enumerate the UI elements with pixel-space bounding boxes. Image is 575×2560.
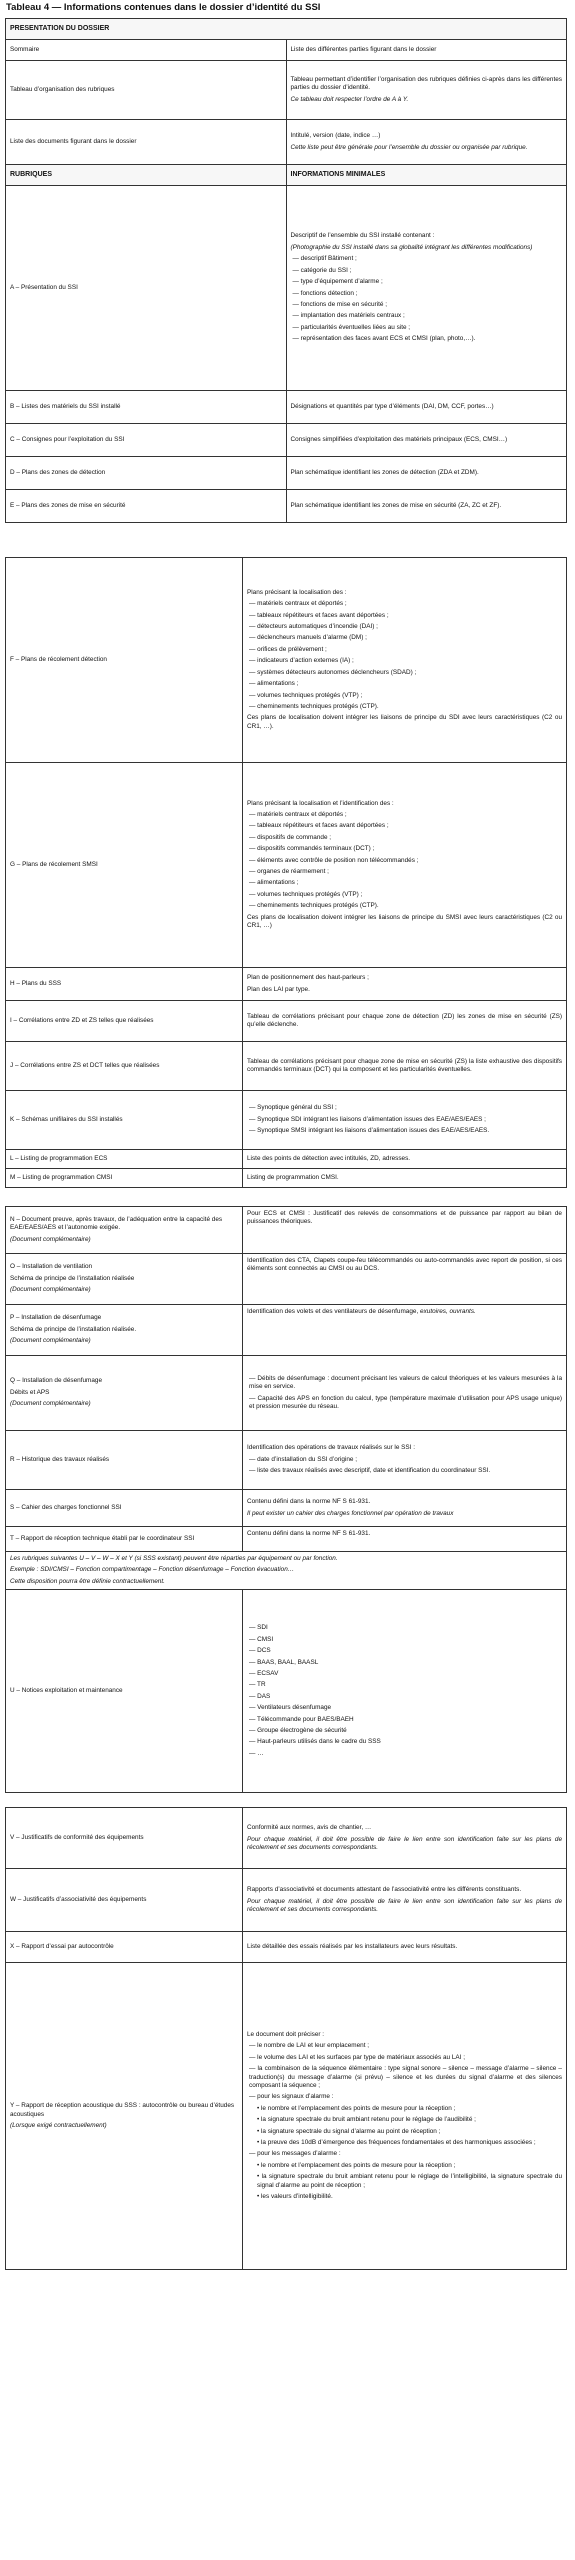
cell-text: Rapports d’associativité et documents attestant de l’associativité entre les différents constituants. (247, 1886, 522, 1894)
list-item: — SDI (249, 1624, 268, 1632)
row-label: G – Plans de récolement SMSI (6, 763, 243, 968)
cell-text: Schéma de principe de l’installation réalisée (10, 1274, 135, 1282)
cell-text: (Document complémentaire) (10, 1235, 91, 1243)
table-row (6, 1356, 567, 1431)
note-cell (6, 1552, 567, 1590)
cell-text: Contenu défini dans la norme NF S 61-931. (247, 1498, 371, 1506)
list-item: — Synoptique SDI intégrant les liaisons d’alimentation issues des EAE/AES/EAES ; (249, 1115, 486, 1123)
list-item: — BAAS, BAAL, BAASL (249, 1658, 319, 1666)
cell-text: Conformité aux normes, avis de chantier, … (247, 1824, 372, 1832)
list-item: — systèmes détecteurs autonomes déclencheurs (SDAD) ; (249, 668, 417, 676)
row-label: J – Corrélations entre ZS et DCT telles que réalisées (6, 1042, 243, 1091)
table-row (6, 1042, 567, 1091)
table-justificatifs (5, 1807, 567, 2270)
infos-header: INFORMATIONS MINIMALES (286, 165, 567, 186)
table-row (6, 1431, 567, 1490)
table-title: Tableau 4 — Informations contenues dans le dossier d’identité du SSI (6, 2, 321, 13)
row-label: Liste des documents figurant dans le dossier (6, 120, 287, 165)
note-text: Exemple : SDI/CMSI – Fonction compartimentage – Fonction désenfumage – Fonction évacuation… (10, 1566, 295, 1574)
list-item: Le document doit préciser : (247, 2030, 325, 2038)
list-item: — Ventilateurs désenfumage (249, 1704, 332, 1712)
cell-text: Ces plans de localisation doivent intégrer les liaisons de principe du SMSI avec leurs caractéristiques (C2 ou CR1, …) (247, 913, 562, 930)
table-row (6, 968, 567, 1001)
cell-text: Ce tableau doit respecter l’ordre de A à Y. (290, 95, 409, 103)
list-item: • la preuve des 10dB d’émergence des fréquences fondamentales et des harmoniques associées ; (257, 2139, 536, 2147)
cell-text: (Document complémentaire) (10, 1286, 91, 1294)
list-item: — représentation des faces avant ECS et CMSI (plan, photo,…). (292, 335, 476, 343)
row-value: Tableau de corrélations précisant pour chaque zone de mise en sécurité (ZS) la liste exhaustive des dispositifs commandés terminaux (DCT) qui la composent et les particularités éventuelles. (243, 1042, 567, 1091)
list-item: — dispositifs commandés terminaux (DCT) ; (249, 845, 375, 853)
list-item: • la signature spectrale du bruit ambiant retenu pour le réglage de l’intelligibilité, la signature spectrale du signal d’alarme au point de réception ; (257, 2173, 562, 2189)
cell-text: Plans précisant la localisation et l’identification des : (247, 799, 394, 807)
row-value (243, 1356, 567, 1431)
cell-text: Plans précisant la localisation des : (247, 588, 347, 596)
table-row (6, 165, 567, 186)
table-row (6, 1207, 567, 1254)
row-label: M – Listing de programmation CMSI (6, 1169, 243, 1188)
list-item: — TR (249, 1681, 266, 1689)
row-value (243, 1963, 567, 2270)
table-row (6, 490, 567, 523)
list-item: — … (249, 1749, 264, 1757)
row-value (286, 61, 567, 120)
row-label (6, 1254, 243, 1305)
table-row (6, 763, 567, 968)
row-value: Plan schématique identifiant les zones de mise en sécurité (ZA, ZC et ZF). (286, 490, 567, 523)
list-item: — Débits de désenfumage : document précisant les valeurs de calcul théoriques et les valeurs mesurées à la mise en service. (249, 1374, 562, 1391)
row-value: Liste des différentes parties figurant dans le dossier (286, 40, 567, 61)
list-item: — alimentations ; (249, 680, 299, 688)
row-label: W – Justificatifs d’associativité des équipements (6, 1869, 243, 1932)
list-item: — CMSI (249, 1635, 274, 1643)
row-value: Plan schématique identifiant les zones de détection (ZDA et ZDM). (286, 457, 567, 490)
cell-text: Q – Installation de désenfumage (10, 1377, 103, 1385)
row-value: Liste détaillée des essais réalisés par les installateurs avec leurs résultats. (243, 1932, 567, 1963)
row-value: Identification des CTA, Clapets coupe-feu télécommandés ou auto-commandés avec report de position, si ces éléments sont connectés au CMSI ou au DCS. (243, 1254, 567, 1305)
list-item: — Groupe électrogène de sécurité (249, 1726, 347, 1734)
cell-text: (Lorsque exigé contractuellement) (10, 2121, 107, 2129)
row-label: C – Consignes pour l’exploitation du SSI (6, 424, 287, 457)
table-plans (5, 557, 567, 1188)
table-row (6, 1963, 567, 2270)
table-row (6, 1552, 567, 1590)
row-label: S – Cahier des charges fonctionnel SSI (6, 1490, 243, 1527)
list-item: • les valeurs d’intelligibilité. (257, 2193, 333, 2201)
list-item: — volumes techniques protégés (VTP) ; (249, 890, 363, 898)
row-label: X – Rapport d’essai par autocontrôle (6, 1932, 243, 1963)
row-label: B – Listes des matériels du SSI installé (6, 391, 287, 424)
row-label: T – Rapport de réception technique établi par le coordinateur SSI (6, 1527, 243, 1552)
list-item: — organes de réarmement ; (249, 868, 329, 875)
list-item: — fonctions détection ; (292, 289, 358, 297)
list-item: — liste des travaux réalisés avec descriptif, date et identification du coordinateur SSI. (249, 1467, 491, 1475)
cell-text: Cette liste peut être générale pour l’ensemble du dossier ou organisée par rubrique. (290, 143, 528, 151)
cell-text: Pour chaque matériel, il doit être possible de faire le lien entre son identification faite sur les plans de récolement et ses documents correspondants. (247, 1897, 562, 1913)
list-item: • la signature spectrale du signal d’alarme au point de réception ; (257, 2127, 441, 2135)
note-text: Cette disposition pourra être définie contractuellement. (10, 1577, 165, 1585)
cell-text: Il peut exister un cahier des charges fonctionnel par opération de travaux (247, 1509, 454, 1517)
row-value: Listing de programmation CMSI. (243, 1169, 567, 1188)
list-item: — DCS (249, 1647, 271, 1655)
list-item: — descriptif Bâtiment ; (292, 255, 357, 263)
cell-text: O – Installation de ventilation (10, 1263, 93, 1271)
list-item: • la signature spectrale du bruit ambiant retenu pour le réglage de l’audibilité ; (257, 2116, 476, 2124)
list-item: — Synoptique SMSI intégrant les liaisons d’alimentation issues des EAE/AES/EAES. (249, 1127, 490, 1135)
table-row (6, 1305, 567, 1356)
list-item: — cheminements techniques protégés (CTP). (249, 902, 379, 910)
list-item: — fonctions de mise en sécurité ; (292, 300, 387, 308)
row-value (243, 1808, 567, 1869)
cell-text: Débits et APS (10, 1388, 50, 1396)
row-label: Sommaire (6, 40, 287, 61)
list-item: — Télécommande pour BAES/BAEH (249, 1715, 354, 1723)
list-item: — particularités éventuelles liées au site ; (292, 323, 411, 331)
row-value (243, 1869, 567, 1932)
cell-text: (Document complémentaire) (10, 1337, 91, 1345)
list-item: — éléments avec contrôle de position non télécommandés ; (249, 856, 419, 864)
row-value (286, 186, 567, 391)
cell-text: Identification des volets et des ventilateurs de désenfumage, (247, 1308, 419, 1315)
cell-text: Tableau permettant d’identifier l’organisation des rubriques définies ci-après dans les différentes parties du dossier d’identité. (290, 75, 562, 92)
note-text: Les rubriques suivantes U – V – W – X et Y (si SSS existant) peuvent être réparties par équipement ou par fonction. (10, 1555, 338, 1562)
table-row (6, 1932, 567, 1963)
table-row (6, 1150, 567, 1169)
table-row (6, 1869, 567, 1932)
table-row (6, 1590, 567, 1793)
list-item: — Capacité des APS en fonction du calcul, type (température maximale d’utilisation pour APS usage unique) et pression mesurée du réseau. (249, 1394, 562, 1410)
list-item: — matériels centraux et déportés ; (249, 810, 347, 818)
list-item: — volumes techniques protégés (VTP) ; (249, 691, 363, 699)
list-item: — orifices de prélèvement ; (249, 645, 327, 653)
table-row (6, 1169, 567, 1188)
row-value: Désignations et quantités par type d’éléments (DAI, DM, CCF, portes…) (286, 391, 567, 424)
row-label (6, 1963, 243, 2270)
row-label: K – Schémas unifilaires du SSI installés (6, 1091, 243, 1150)
table-row (6, 457, 567, 490)
table-row (6, 19, 567, 40)
list-item: — ECSAV (249, 1669, 279, 1677)
table-row (6, 1254, 567, 1305)
list-item: — pour les signaux d’alarme : (249, 2093, 334, 2101)
row-value: Pour ECS et CMSI : Justificatif des relevés de consommations et de puissance par rapport au bilan de puissances théoriques. (243, 1207, 567, 1254)
row-label: Tableau d’organisation des rubriques (6, 61, 287, 120)
cell-text: (Document complémentaire) (10, 1400, 91, 1408)
row-label: D – Plans des zones de détection (6, 457, 287, 490)
table-presentation (5, 18, 567, 523)
list-item: — le nombre de LAI et leur emplacement ; (249, 2042, 370, 2050)
list-item: — Synoptique général du SSI ; (249, 1104, 337, 1112)
row-value (243, 763, 567, 968)
cell-text: Plan des LAI par type. (247, 985, 310, 993)
cell-text: Pour chaque matériel, il doit être possible de faire le lien entre son identification faite sur les plans de récolement et ses documents correspondants. (247, 1835, 562, 1851)
list-item: — détecteurs automatiques d’incendie (DAI) ; (249, 623, 378, 631)
list-item: — type d’équipement d’alarme ; (292, 278, 383, 286)
row-label: F – Plans de récolement détection (6, 558, 243, 763)
table-row (6, 1490, 567, 1527)
cell-text: Schéma de principe de l’installation réalisée. (10, 1325, 137, 1333)
row-label (6, 1305, 243, 1356)
row-value (243, 1590, 567, 1793)
list-item: — matériels centraux et déportés ; (249, 600, 347, 608)
cell-text: Intitulé, version (date, indice …) (290, 132, 381, 140)
row-label (6, 1356, 243, 1431)
row-value: Contenu défini dans la norme NF S 61-931. (243, 1527, 567, 1552)
table-row (6, 558, 567, 763)
document-page (3, 0, 569, 2270)
row-value (243, 968, 567, 1001)
cell-text: Y – Rapport de réception acoustique du SSS : autocontrôle ou bureau d’études acoustiques (10, 2102, 235, 2118)
row-label: V – Justificatifs de conformité des équipements (6, 1808, 243, 1869)
list-item: — catégorie du SSI ; (292, 266, 352, 274)
table-row (6, 424, 567, 457)
cell-text: Ces plans de localisation doivent intégrer les liaisons de principe du SDI avec leurs caractéristiques (C2 ou CR1, …). (247, 714, 562, 730)
row-value (243, 1091, 567, 1150)
row-label: I – Corrélations entre ZD et ZS telles que réalisées (6, 1001, 243, 1042)
table-row (6, 1091, 567, 1150)
list-item: — date d’installation du SSI d’origine ; (249, 1455, 357, 1463)
list-item: — pour les messages d’alarme : (249, 2150, 341, 2158)
list-item: — cheminements techniques protégés (CTP). (249, 702, 379, 710)
table-row (6, 391, 567, 424)
row-value: Consignes simplifiées d’exploitation des matériels principaux (ECS, CMSI…) (286, 424, 567, 457)
row-label: A – Présentation du SSI (6, 186, 287, 391)
row-label: H – Plans du SSS (6, 968, 243, 1001)
list-item: — Haut-parleurs utilisés dans le cadre du SSS (249, 1738, 381, 1746)
list-item: • le nombre et l’emplacement des points de mesure pour la réception ; (257, 2161, 456, 2169)
row-value (243, 1431, 567, 1490)
cell-text: Descriptif de l’ensemble du SSI installé contenant : (290, 232, 435, 240)
list-item: — alimentations ; (249, 879, 299, 887)
cell-text: exutoires, ouvrants. (420, 1308, 476, 1315)
cell-text: Plan de positionnement des haut-parleurs ; (247, 974, 369, 982)
rubriques-header: RUBRIQUES (6, 165, 287, 186)
table-row (6, 61, 567, 120)
cell-text: N – Document preuve, après travaux, de l’adéquation entre la capacité des EAE/EAES/AES et l’autonomie exigée. (10, 1215, 223, 1232)
list-item: — implantation des matériels centraux ; (292, 312, 405, 320)
list-item: — DAS (249, 1692, 271, 1700)
row-label: L – Listing de programmation ECS (6, 1150, 243, 1169)
row-value (243, 558, 567, 763)
table-row (6, 186, 567, 391)
row-label: R – Historique des travaux réalisés (6, 1431, 243, 1490)
list-item: — le volume des LAI et les surfaces par type de matériaux associés au LAI ; (249, 2053, 465, 2061)
presentation-header: PRESENTATION DU DOSSIER (6, 19, 567, 40)
list-item: — indicateurs d’action externes (IA) ; (249, 657, 354, 665)
table-complementaires (5, 1206, 567, 1793)
table-row (6, 1527, 567, 1552)
row-value (286, 120, 567, 165)
table-row (6, 1001, 567, 1042)
list-item: — dispositifs de commande ; (249, 833, 332, 841)
list-item: — tableaux répétiteurs et faces avant déportées ; (249, 611, 389, 619)
row-label: U – Notices exploitation et maintenance (6, 1590, 243, 1793)
cell-text: (Photographie du SSI installé dans sa globalité intégrant les différentes modifications) (290, 243, 533, 251)
list-item: • le nombre et l’emplacement des points de mesure pour la réception ; (257, 2104, 456, 2112)
cell-text: Identification des opérations de travaux réalisés sur le SSI : (247, 1444, 416, 1452)
table-row (6, 120, 567, 165)
row-value: Liste des points de détection avec intitulés, ZD, adresses. (243, 1150, 567, 1169)
list-item: — tableaux répétiteurs et faces avant déportées ; (249, 822, 389, 830)
cell-text: P – Installation de désenfumage (10, 1314, 102, 1322)
list-item: — la combinaison de la séquence élémentaire : type signal sonore – silence – message d’alarme – silence – traduction(s) du message d’alarme (si prévu) – silence et les durées du signal d’alarme et des silences composant la séquence ; (249, 2065, 562, 2089)
row-label: E – Plans des zones de mise en sécurité (6, 490, 287, 523)
row-value (243, 1305, 567, 1356)
table-row (6, 40, 567, 61)
list-item: — déclencheurs manuels d’alarme (DM) ; (249, 634, 367, 642)
row-label (6, 1207, 243, 1254)
row-value (243, 1490, 567, 1527)
table-row (6, 1808, 567, 1869)
row-value: Tableau de corrélations précisant pour chaque zone de détection (ZD) les zones de mise en sécurité (ZS) qu’elle déclenche. (243, 1001, 567, 1042)
